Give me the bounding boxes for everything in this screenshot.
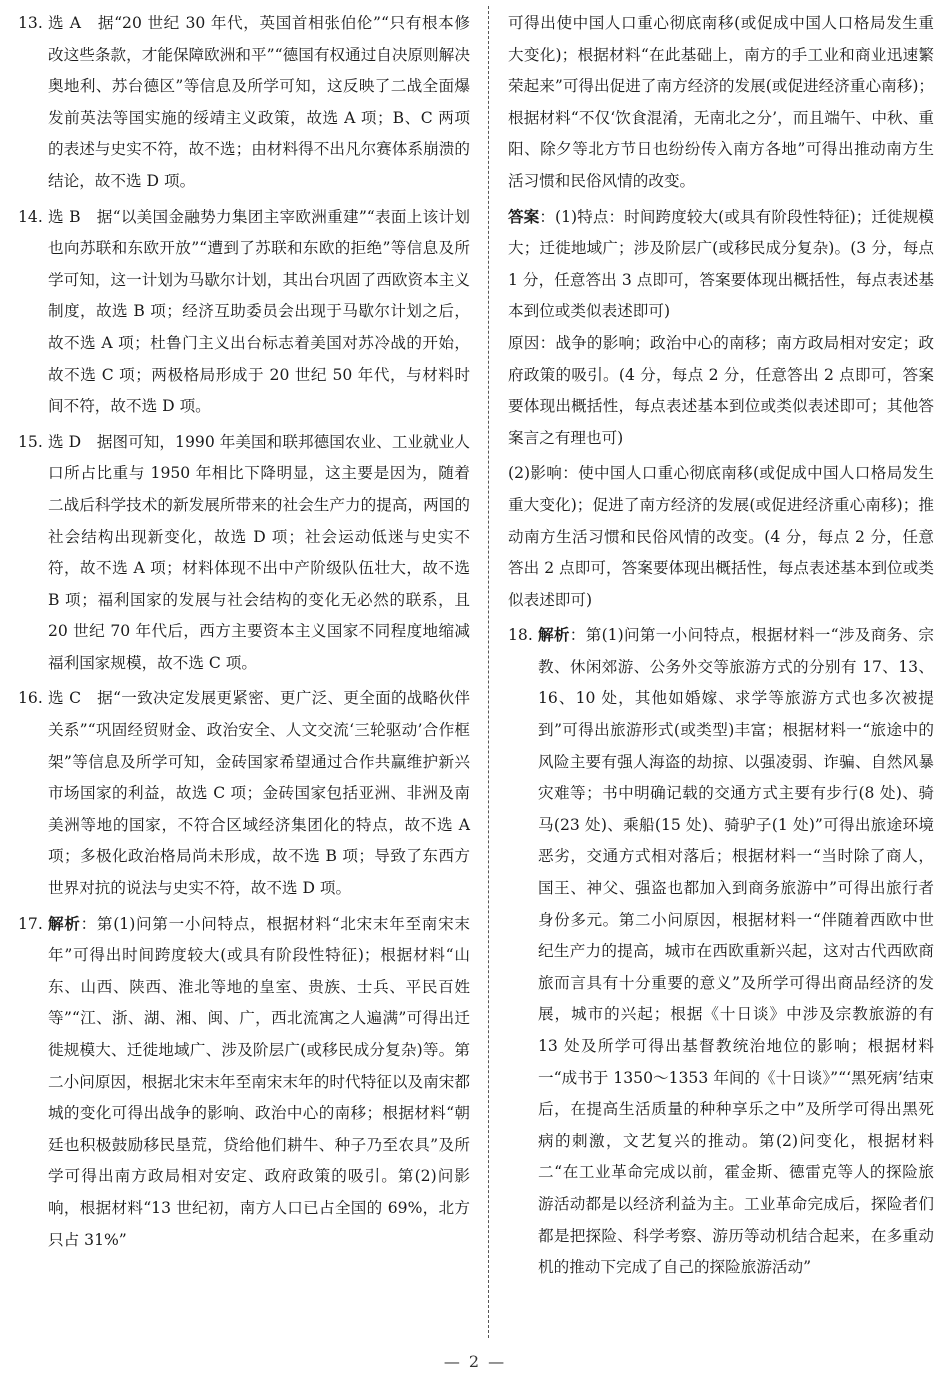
answer-block [508, 202, 934, 328]
question-number: 16. [18, 689, 43, 708]
answer-text: 可得出使中国人口重心彻底南移(或促成中国人口格局发生重大变化)；根据材料“在此基础上，南方的手工业和商业迅速繁荣起来”可得出促进了南方经济的发展(或促进经济重心南移)；根据材料“不仅‘饮食混淆，无南北之分’，而且端午、中秋、重阳、除夕等北方节日也纷纷传入南方各地”可得出推动南方生活习惯和民俗风情的改变。 [508, 14, 934, 190]
page-number: — 2 — [443, 1352, 507, 1371]
answer-18 [508, 620, 934, 1283]
answer-reasons [508, 328, 934, 454]
answer-text: (2)影响：使中国人口重心彻底南移(或促成中国人口格局发生重大变化)；促进了南方经济的发展(或促进经济重心南移)；推动南方生活习惯和民俗风情的改变。(4 分，每点 2 分，任意答出 2 点即可，答案要体现出概括性，每点表述基本到位或类似表述即可) [508, 464, 934, 609]
answer-text: 原因：战争的影响；政治中心的南移；南方政局相对安定；政府政策的吸引。(4 分，每点 2 分，任意答出 2 点即可，答案要体现出概括性，每点表述基本到位或类似表述即可；其他答案言之有理也可) [508, 333, 934, 447]
answer-text: ：第(1)问第一小问特点，根据材料一“涉及商务、宗教、休闲郊游、公务外交等旅游方式的分别有 17、13、16、10 处，其他如婚嫁、求学等旅游方式也多次被提到”可得出旅游形式(或类型)丰富；根据材料一“旅途中的风险主要有强人海盗的劫掠、以强凌弱、诈骗、自然风暴灾难等；书中明确记载的交通方式主要有步行(8 处)、骑马(23 处)、乘船(15 处)、骑驴子(1 处)”可得出旅途环境恶劣，交通方式相对落后；根据材料一“当时除了商人，国王、神父、强盗也都加入到商务旅游中”可得出旅行者身份多元。第二小问原因，根据材料一“伴随着西欧中世纪生产力的提高，城市在西欧重新兴起，这对古代西欧商旅而言具有十分重要的意义”及所学可得出商品经济的发展，城市的兴起；根据《十日谈》中涉及宗教旅游的有 13 处及所学可得出基督教统治地位的影响；根据材料一“成书于 1350～1353 年间的《十日谈》”“‘黑死病’结束后，在提高生活质量的种种享乐之中”及所学可得出黑死病的刺激，文艺复兴的推动。第(2)问变化，根据材料二“在工业革命完成以前，霍金斯、德雷克等人的探险旅游活动都是以经济利益为主。工业革命完成后，探险者们都是把探险、科学考察、游历等动机结合起来，在多重动机的推动下完成了自己的探险旅游活动” [538, 626, 935, 1277]
question-number: 17. [18, 914, 43, 933]
question-number: 15. [18, 432, 43, 451]
answer-14 [18, 202, 470, 423]
answer-impact [508, 458, 934, 616]
answer-text: 选 B 据“以美国金融势力集团主宰欧洲重建”“表面上该计划也向苏联和东欧开放”“遭到了苏联和东欧的拒绝”等信息及所学可知，这一计划为马歇尔计划，其出台巩固了西欧资本主义制度，故选 B 项；经济互助委员会出现于马歇尔计划之后，故不选 A 项；杜鲁门主义出台标志着美国对苏冷战的开始，故不选 C 项；两极格局形成于 20 世纪 50 年代，与材料时间不符，故不选 D 项。 [48, 207, 470, 416]
left-column [18, 8, 470, 1256]
answer-text: 选 A 据“20 世纪 30 年代，英国首相张伯伦”“只有根本修改这些条款，才能保障欧洲和平”“德国有权通过自决原则解决奥地利、苏台德区”等信息及所学可知，这反映了二战全面爆发前英法等国实施的绥靖主义政策，故选 A 项；B、C 两项的表述与史实不符，故不选；由材料得不出凡尔赛体系崩溃的结论，故不选 D 项。 [48, 14, 470, 190]
answer-16 [18, 683, 470, 904]
question-number: 18. [508, 626, 533, 645]
answer-text: ：第(1)问第一小问特点，根据材料“北宋末年至南宋末年”可得出时间跨度较大(或具有阶段性特征)；根据材料“山东、山西、陕西、淮北等地的皇室、贵族、士兵、平民百姓等”“江、浙、湖、湘、闽、广，西北流寓之人遍满”可得出迁徙规模大、迁徙地域广、涉及阶层广(或移民成分复杂)等。第二小问原因，根据北宋末年至南宋末年的时代特征以及南宋都城的变化可得出战争的影响、政治中心的南移；根据材料“朝廷也积极鼓励移民垦荒，贷给他们耕牛、种子乃至农具”及所学可得出南方政局相对安定、政府政策的吸引。第(2)问影响，根据材料“13 世纪初，南方人口已占全国的 69%，北方只占 31%” [48, 914, 470, 1249]
answer-label: 答案 [508, 207, 540, 226]
analysis-continuation [508, 8, 934, 198]
answer-13 [18, 8, 470, 198]
analysis-label: 解析 [538, 626, 570, 645]
right-column [508, 8, 934, 1284]
answer-17 [18, 909, 470, 1257]
answer-15 [18, 427, 470, 680]
answer-text: 选 C 据“一致决定发展更紧密、更广泛、更全面的战略伙伴关系”“巩固经贸财金、政治安全、人文交流‘三轮驱动’合作框架”等信息及所学可知，金砖国家希望通过合作共赢维护新兴市场国家的利益，故选 C 项；金砖国家包括亚洲、非洲及南美洲等地的国家，不符合区域经济集团化的特点，故不选 A 项；多极化政治格局尚未形成，故不选 B 项；导致了东西方世界对抗的说法与史实不符，故不选 D 项。 [48, 689, 470, 898]
answer-text: ：(1)特点：时间跨度较大(或具有阶段性特征)；迁徙规模大；迁徙地域广；涉及阶层广(或移民成分复杂)。(3 分，每点 1 分，任意答出 3 点即可，答案要体现出概括性，每点表述基本到位或类似表述即可) [508, 207, 934, 321]
question-number: 14. [18, 207, 43, 226]
question-number: 13. [18, 14, 43, 32]
answer-text: 选 D 据图可知，1990 年美国和联邦德国农业、工业就业人口所占比重与 1950 年相比下降明显，这主要是因为，随着二战后科学技术的新发展所带来的社会生产力的提高，两国的社会结构出现新变化，故选 D 项；社会运动低迷与史实不符，故不选 A 项；材料体现不出中产阶级队伍壮大，故不选 B 项；福利国家的发展与社会结构的变化无必然的联系，且 20 世纪 70 年代后，西方主要资本主义国家不同程度地缩减福利国家规模，故不选 C 项。 [48, 432, 470, 672]
column-divider [488, 6, 489, 1338]
analysis-label: 解析 [48, 914, 81, 933]
